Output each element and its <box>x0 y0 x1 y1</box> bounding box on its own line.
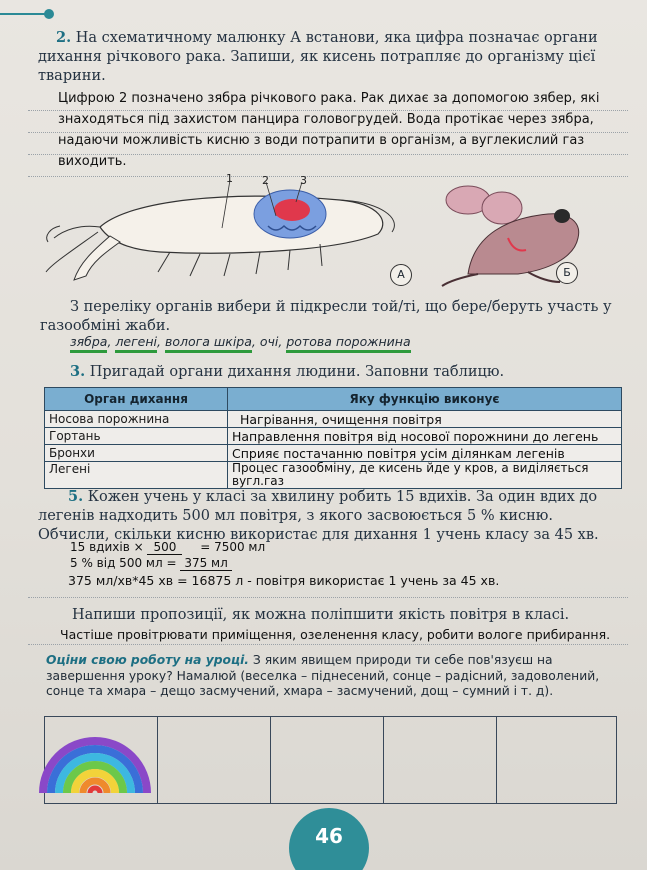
column-header: Орган дихання <box>45 388 228 411</box>
label-3: 3 <box>300 174 307 187</box>
label-2: 2 <box>262 174 269 187</box>
table-row <box>45 411 622 428</box>
calc-line-1 <box>70 540 265 555</box>
function-cell: Нагрівання, очищення повітря <box>228 411 622 428</box>
calc-value: 500 <box>147 540 182 555</box>
air-task-text: Напиши пропозиції, як можна поліпшити якість повітря в класі. <box>72 607 570 623</box>
calc-line-3: 375 мл/хв*45 хв = 16875 л - повітря використає 1 учень за 45 хв. <box>68 573 500 588</box>
frog-task-text: З переліку органів вибери й підкресли той/ті, що бере/беруть участь у газообміні жаби. <box>40 299 612 334</box>
crayfish-figure <box>40 172 425 290</box>
calc-prefix: 15 вдихів × <box>70 540 144 554</box>
answer-line: надаючи можливість кисню з води потрапити в організм, а вуглекислий газ <box>58 133 585 148</box>
mood-cell[interactable] <box>158 717 271 804</box>
self-eval-title: Оціни свою роботу на уроці. <box>46 653 249 667</box>
task3-number: 3. <box>70 363 86 380</box>
crayfish-drawing <box>40 172 425 290</box>
calc-prefix: 5 % від 500 мл = <box>70 556 177 570</box>
organ-item-underlined: зябра <box>70 334 107 353</box>
organ-cell: Бронхи <box>45 445 228 462</box>
dotted-line <box>28 644 628 645</box>
respiratory-organs-table <box>44 387 622 489</box>
task2-number: 2. <box>56 29 72 46</box>
table-row <box>45 462 622 489</box>
task3-question: Пригадай органи дихання людини. Заповни таблицю. <box>89 364 505 380</box>
organ-list: зябра, легені, волога шкіра, очі, ротова порожнина <box>70 334 411 349</box>
column-header: Яку функцію виконує <box>228 388 622 411</box>
header-dot <box>44 9 54 19</box>
answer-line: Цифрою 2 позначено зябра річкового рака. Рак дихає за допомогою зябер, які <box>58 91 600 106</box>
task2-answer <box>58 88 599 172</box>
task5-question: Кожен учень у класі за хвилину робить 15 вдихів. За один вдих до легенів надходить 500 мл повітря, з якого засвоюється 5 % кисню. Обчисли, скільки кисню використає для дихання 1 учень класу за 45 хв. <box>38 489 599 543</box>
page-number: 46 <box>315 824 343 848</box>
task3-text <box>70 362 504 382</box>
organ-item-underlined: волога шкіра <box>165 334 252 353</box>
organ-cell: Носова порожнина <box>45 411 228 428</box>
table-row <box>45 445 622 462</box>
organ-item-underlined: ротова порожнина <box>286 334 410 353</box>
function-cell: Процес газообміну, де кисень йде у кров, а виділяється вугл.газ <box>228 462 622 489</box>
dotted-line <box>28 597 628 598</box>
task5-text <box>38 487 623 545</box>
header-line <box>0 13 48 15</box>
calc-result: 375 мл <box>180 556 231 571</box>
label-1: 1 <box>226 172 233 185</box>
self-eval-instructions: З яким явищем природи ти себе пов'язуєш на завершення уроку? Намалюй (веселка – піднесений, сонце – радісний, задоволений, сонце та хмара – дещо засмучений, хмара – засмучений, дощ – сумний і т. д). <box>46 653 600 698</box>
task5-number: 5. <box>68 488 84 505</box>
organ-cell: Гортань <box>45 428 228 445</box>
calc-result: = 7500 мл <box>200 540 266 554</box>
task2-text <box>38 28 623 86</box>
mood-cell <box>45 717 158 804</box>
page-number-badge <box>289 808 369 870</box>
figure-b-caption: Б <box>556 262 578 284</box>
frog-figure <box>438 178 588 288</box>
table-header-row <box>45 388 622 411</box>
figure-a-caption: А <box>390 264 412 286</box>
organ-item-underlined: легені <box>115 334 157 353</box>
mood-cell[interactable] <box>497 717 617 804</box>
task2-question: На схематичному малюнку А встанови, яка цифра позначає органи дихання річкового рака. Запиши, як кисень потрапляє до організму цієї тварини. <box>38 30 598 84</box>
calc-line-2 <box>70 556 232 571</box>
table-row <box>45 428 622 445</box>
self-eval-text <box>46 653 621 700</box>
organ-cell: Легені <box>45 462 228 489</box>
mood-row <box>45 717 617 804</box>
mood-cell[interactable] <box>271 717 384 804</box>
function-cell: Направлення повітря від носової порожнини до легень <box>228 428 622 445</box>
mood-table <box>44 716 617 804</box>
organ-item: очі <box>259 334 279 349</box>
mood-cell[interactable] <box>384 717 497 804</box>
rainbow-icon <box>35 727 153 797</box>
function-cell: Сприяє постачанню повітря усім ділянкам легенів <box>228 445 622 462</box>
answer-line: виходить. <box>58 154 127 169</box>
answer-line: знаходяться під захистом панцира головогрудей. Вода протікає через зябра, <box>58 112 594 127</box>
air-task-answer: Частіше провітрювати приміщення, озеленення класу, робити вологе прибирання. <box>60 627 611 642</box>
